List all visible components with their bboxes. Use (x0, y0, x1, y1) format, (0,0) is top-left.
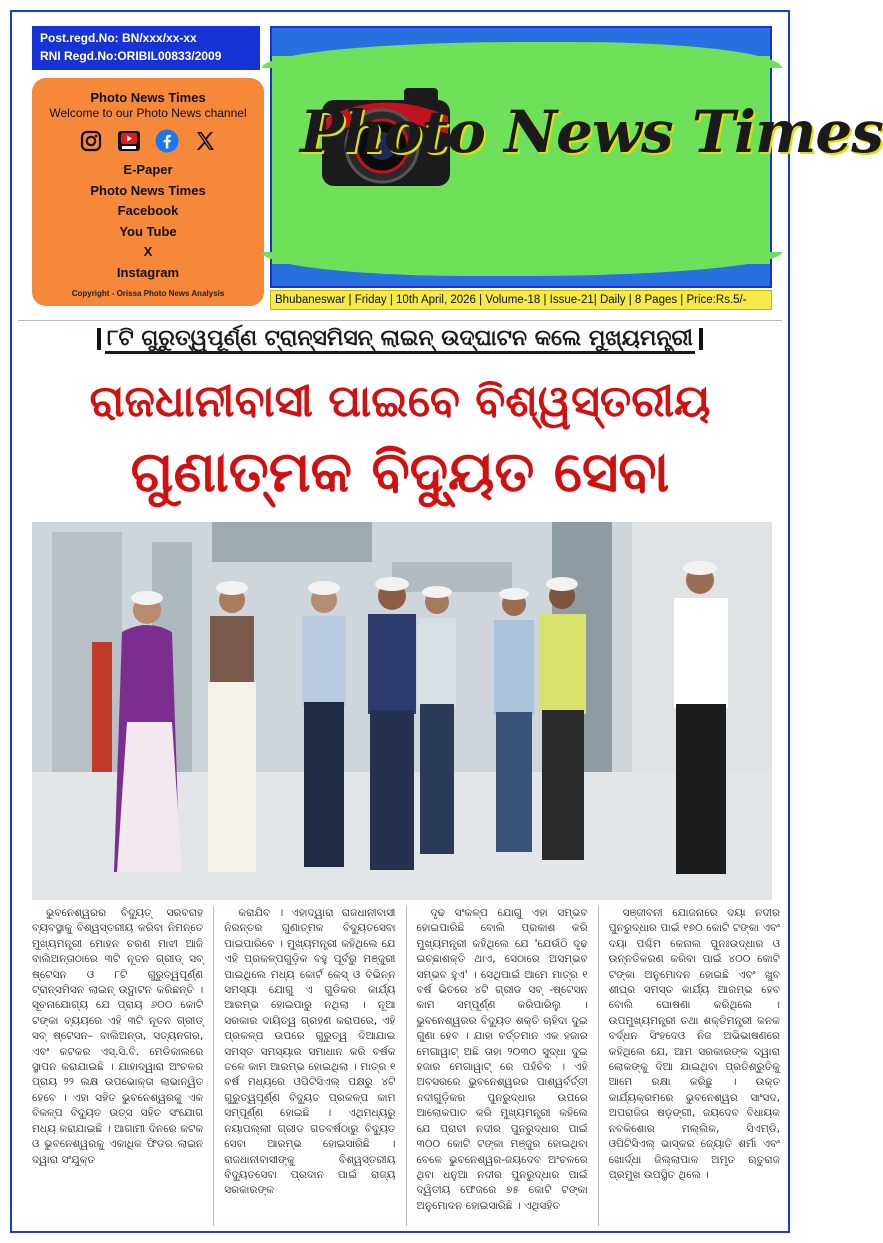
link-photo-news-times[interactable]: Photo News Times (90, 182, 206, 198)
dateline: Bhubaneswar | Friday | 10th April, 2026 | Volume-18 | Issue-21| Daily | 8 Pages | Price:Rs.5/- (270, 290, 772, 310)
article-column-4: ସଞ୍ଜୀବନୀ ଯୋଜନାରେ ଦୟା ନଦୀର ପୁନରୁଦ୍ଧାର ପାଇଁ ୧୭୦ କୋଟି ଟଙ୍କା ଏବଂ ଦୟା ପଶ୍ଚିମ କେନାଲ ପୁନଃଉଦ୍ଧାର ଓ ଉନ୍ନତିକରଣ କରିବା ପାଇଁ ୪୦୦ କୋଟି ଟଙ୍କା ଅନୁମୋଦନ ହୋଇଛି ଏବଂ ଖୁବ ଶୀଘ୍ର ସମସ୍ତ କାର୍ଯ୍ୟ ଆରମ୍ଭ ହେବ ବୋଲି ଘୋଷଣା କରିଥିଲେ । ଉପମୁଖ୍ୟମନ୍ତ୍ରୀ ତଥା ଶକ୍ତିମନ୍ତ୍ରୀ କନକ ବର୍ଦ୍ଧନ ସିଂହଦେଓ ନିଜ ଅଭିଭାଷଣରେ କହିଥିଲେ ଯେ, ଆମ ସରକାରଙ୍କ ଦ୍ୱାରା ଲୋକଙ୍କୁ ଦିଆ ଯାଇଥିବା ପ୍ରତିଶ୍ରୁତିକୁ ଆମେ ରକ୍ଷା କରିଛୁ । ଉକ୍ତ କାର୍ଯ୍ୟକ୍ରମରେ ଭୁବନେଶ୍ୱର ସାଂସଦ, ଅପରାଜିତା ଷଡ଼ଙ୍ଗୀ, ଜୟଦେବ ବିଧାୟକ ନବକିଶୋର ମଲ୍ଲିକ, ସିଏମ୍‌ଡି, ଓପିଟିସିଏଲ୍ ଭାସ୍କର ଜ୍ୟୋତି ଶର୍ମା ଏବଂ ଖୋର୍ଦ୍ଧା ଜିଲ୍ଲାପାଳ ଅମୃତ ଋତୁରାଜ ପ୍ରମୁଖ ଉପସ୍ଥିତ ଥିଲେ । (608, 907, 780, 1181)
facebook-icon[interactable] (155, 129, 179, 153)
registration-box (32, 26, 260, 70)
social-link-list (32, 160, 264, 283)
headline-line-1: ରାଜଧାନୀବାସୀ ପାଇବେ ବିଶ୍ୱସ୍ତରୀୟ (89, 376, 711, 427)
social-icons (32, 128, 264, 154)
headline-line-2: ଗୁଣାତ୍ମକ ବିଦ୍ୟୁତ ସେବା (130, 440, 670, 505)
link-youtube[interactable]: You Tube (119, 223, 177, 239)
article-body (32, 906, 780, 1226)
social-card-title: Photo News Times (90, 90, 206, 105)
social-card-subtitle: Welcome to our Photo News channel (49, 106, 247, 120)
divider (18, 320, 782, 321)
rni-regd-number: RNI Regd.No:ORIBIL00833/2009 (40, 49, 222, 63)
link-x[interactable]: X (143, 244, 153, 259)
link-instagram[interactable]: Instagram (116, 264, 180, 280)
x-icon[interactable] (193, 129, 217, 153)
link-facebook[interactable]: Facebook (117, 203, 179, 218)
masthead (270, 26, 883, 288)
headline-kicker (0, 326, 800, 351)
masthead-title: Photo News Times (300, 98, 883, 166)
youtube-icon[interactable] (117, 129, 141, 153)
article-column-1: ଭୁବନେଶ୍ୱରର ବିଦ୍ୟୁତ୍ ସରବରାହ ବ୍ୟବସ୍ଥାକୁ ବିଶ୍ୱସ୍ତରୀୟ କରିବା ନିମନ୍ତେ ମୁଖ୍ୟମନ୍ତ୍ରୀ ମୋହନ ଚରଣ ମାଝୀ ଆଜି ବାଲିଅନ୍ତାଠାରେ ୩ଟି ନୂତନ ଗ୍ରୀଡ୍ ସବ୍ ଷ୍ଟେସନ ଓ ୮ଟି ଗୁରୁତ୍ୱପୂର୍ଣ୍ଣ ଟ୍ରାନ୍ସମିସନ ଲାଇନ୍ ଉଦ୍ଘାଟନ କରିଛନ୍ତି । ସୂଚନାଯୋଗ୍ୟ ଯେ ପ୍ରାୟ ୬୦୦ କୋଟି ଟଙ୍କା ବ୍ୟୟରେ ଏହି ୩ଟି ନୂତନ ଗ୍ରୀଡ୍ ସବ୍ ଷ୍ଟେସନ– ବାଲିଅନ୍ତା, ସତ୍ୟନଗର, ଏବଂ କଟକର ଏସ୍.ସି.ବି. ମେଡିକାଲରେ ସ୍ଥାପନ କରାଯାଇଛି । ଯାହାଦ୍ୱାରା ଅଂଚଳର ପ୍ରାୟ ୨୨ ଲକ୍ଷ ଉପଭୋକ୍ତା ଲାଭାନ୍ୱିତ ହେବେ । ଏହା ସହିତ ଭୁବନେଶ୍ୱରକୁ ଏକ ବିକଳ୍ପ ବିଦ୍ୟୁତ ଉତ୍ସ ସହିତ ସଂଯୋଗ ମଧ୍ୟ କରାଯାଇଛି । ଆଗାମୀ ଦିନରେ କଟକ ଓ ଭୁବନେଶ୍ୱରକୁ ଏକାଧିକ ଫିଡର ଲାଇନ ଦ୍ୱାରା ସଂଯୁକ୍ତ (32, 907, 204, 1166)
social-card (32, 78, 264, 306)
article-column-2: କରାଯିବ । ଏହାଦ୍ୱାରା ରାଜଧାନୀବାସୀ ନିରନ୍ତର ଗୁଣାତ୍ମକ ବିଦ୍ୟୁତସେବା ପାଇପାରିବେ । ମୁଖ୍ୟମନ୍ତ୍ରୀ କହିଥିଲେ ଯେ ଏହି ପ୍ରକଳ୍ପଗୁଡ଼ିକ ବହୁ ପୂର୍ବରୁ ମଞ୍ଜୁରୀ ପାଇଥିଲେ ମଧ୍ୟ କୋର୍ଟ କେସ୍ ଓ ବିଭିନ୍ନ ସମସ୍ୟା ଯୋଗୁ ଏ ଗୁଡିକର କାର୍ଯ୍ୟ ଆରମ୍ଭ ହୋଇପାରୁ ନଥିଲା । ନୂଆ ସରକାର ଦାୟିତ୍ୱ ଗ୍ରହଣ କରାପରେ, ଏହି ପ୍ରକଳ୍ପ ଉପରେ ଗୁରୁତ୍ୱ ଦିଆଯାଇ ସମସ୍ତ ସମସ୍ୟାର ସମାଧାନ କରି ବର୍ଷକ ତଳେ କାମ ଆରମ୍ଭ ହୋଇଥିଲା । ମାତ୍ର ୧ ବର୍ଷ ମଧ୍ୟରେ ଓପିଟିସିଏଲ୍ ପକ୍ଷରୁ ୪ଟି ଗୁରୁତ୍ୱପୂର୍ଣ୍ଣ ବିଦ୍ୟୁତ ପ୍ରକଳ୍ପ କାମ ସମ୍ପୂର୍ଣ୍ଣ ହୋଇଛି । ଏଥିମଧ୍ୟରୁ ନୟାପଲ୍ଲୀ ଗ୍ରୀଡ ଗତବର୍ଷଠାରୁ ବିଦ୍ୟୁତ ସେବା ଆରମ୍ଭ ହୋଇସାରିଛି । ରାଜଧାନୀବାସୀଙ୍କୁ ବିଶ୍ୱସ୍ତରୀୟ ବିଦ୍ୟୁତସେବା ପ୍ରଦାନ ପାଇଁ ରାଜ୍ୟ ସରକାରଙ୍କ (224, 907, 396, 1197)
link-e-paper[interactable]: E-Paper (123, 162, 173, 177)
news-photo (32, 522, 772, 900)
article-column-3: ଦୃଢ ସଂକଳ୍ପ ଯୋଗୁ ଏହା ସମ୍ଭବ ହୋଇପାରିଛି ବୋଲି ପ୍ରକାଶ କରି ମୁଖ୍ୟମନ୍ତ୍ରୀ କହିଥିଲେ ଯେ 'ଯେଉଁଠି ଦୃଢ ଇଚ୍ଛାଶକ୍ତି ଥାଏ, ସେଠାରେ ଅସମ୍ଭବ ସମ୍ଭବ ହୁଏ' । ସେଥିପାଇଁ ଆମେ ମାତ୍ର ୧ ବର୍ଷ ଭିତରେ ୪ଟି ଗ୍ରୀଡ ସବ୍ -ଷ୍ଟେସନ କାମ ସମ୍ପୂର୍ଣ୍ଣ କରିପାରିଲୁ । ଭୁବନେଶ୍ୱରର ବିଦ୍ୟୁତ ଶକ୍ତି ଚାହିଦା ଦୁଇ ଗୁଣା ହେବ । ଯାହା ବର୍ତ୍ତମାନ ଏକ ହଜାର ମେଗାୱାଟ୍ ଅଛି ତାହା ୨୦୩୦ ସୁଦ୍ଧା ଦୁଇ ହଜାର ମେଗାୱାଟ୍ ରେ ପହଁଚିବ । ଏହି ଅବସରରେ ଭୁବନେଶ୍ୱରର ପାଶ୍ୱର୍ବର୍ତ୍ତୀ ନଦୀଗୁଡ଼ିକର ପୁନରୁଦ୍ଧାର ଉପରେ ଆଲୋକପାତ କରି ମୁଖ୍ୟମନ୍ତ୍ରୀ କହିଲେ ଯେ ପ୍ରାଚୀ ନଦୀର ପୁନରୁଦ୍ଧାର ପାଇଁ ୩୦୦ କୋଟି ଟଙ୍କା ମଞ୍ଜୁର ହୋଇଥିବା ବେଳେ ଭୁବନେଶ୍ୱର-ଜୟଦେବ ଅଂଚଳରେ ଥିବା ଧନୁଆ ନଦୀର ପୁନରୁଦ୍ଧାର ପାଇଁ ଦ୍ୱିତୀୟ ଫେଜରେ ୭୫ କୋଟି ଟଙ୍କା ଅନୁମୋଦନ ହୋଇସାରିଛି । ଏଥିସହିତ (416, 907, 588, 1212)
instagram-icon[interactable] (79, 129, 103, 153)
copyright-note: Copyright - Orissa Photo News Analysis (71, 289, 225, 298)
kicker-text: ୮ଟି ଗୁରୁତ୍ୱପୂର୍ଣ୍ଣ ଟ୍ରାନ୍ସମିସନ୍ ଲାଇନ୍ ଉଦ୍‌ଘାଟନ କଲେ ମୁଖ୍ୟମନ୍ତ୍ରୀ (105, 326, 695, 354)
post-regd-number: Post.regd.No: BN/xxx/xx-xx (40, 31, 197, 45)
